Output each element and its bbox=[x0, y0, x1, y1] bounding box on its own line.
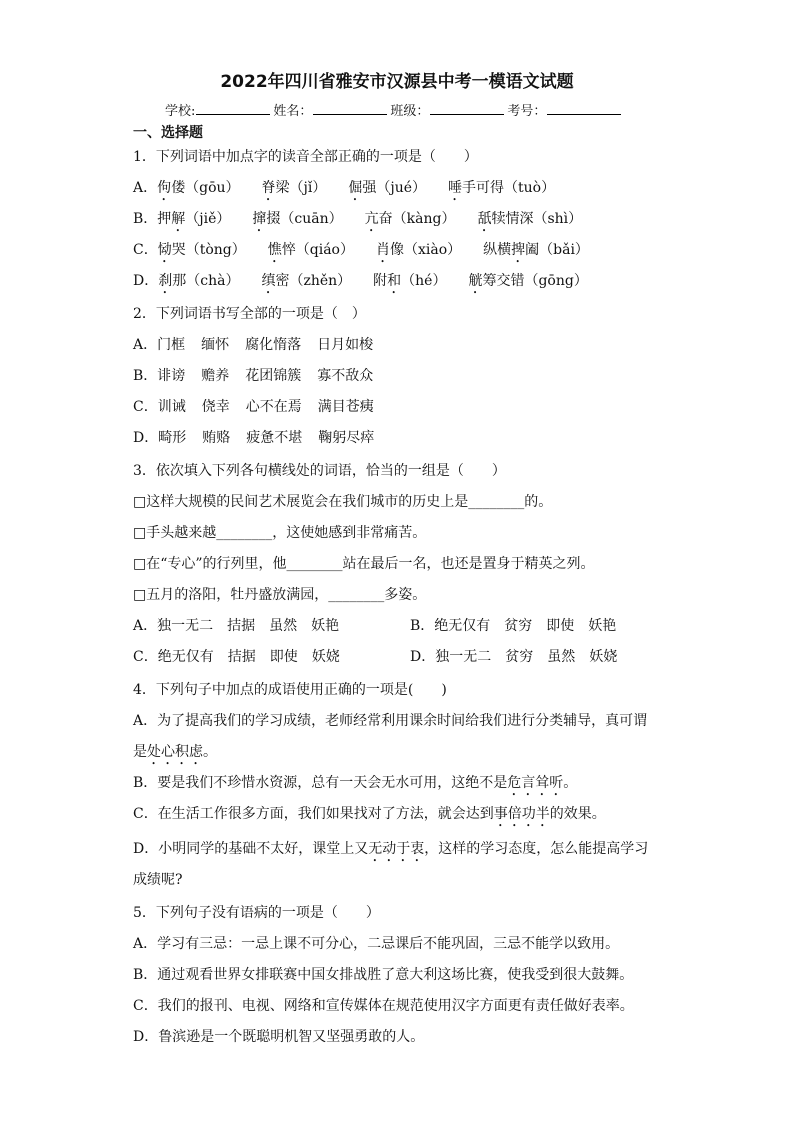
word-rest: 手可得 bbox=[462, 180, 505, 196]
pinyin: （gōu） bbox=[185, 180, 240, 196]
q1-d-item-4 bbox=[468, 266, 587, 297]
pinyin: （kàng） bbox=[392, 211, 456, 227]
option-word: 门框 bbox=[157, 337, 186, 353]
q4-option-d-line-1 bbox=[133, 834, 673, 865]
exam-title: 2022年四川省雅安市汉源县中考一模语文试题 bbox=[220, 72, 574, 92]
option-letter: A． bbox=[133, 337, 158, 353]
q1-b-item-4 bbox=[477, 204, 582, 235]
word-rest: 强 bbox=[362, 180, 377, 196]
word-rest: 梁 bbox=[275, 180, 290, 196]
q1-option-c bbox=[133, 235, 673, 266]
dotted-char: 缜 bbox=[261, 273, 276, 289]
word-rest: 悴 bbox=[281, 242, 296, 258]
q3-options-row-1 bbox=[133, 611, 673, 642]
option-word: 鞠躬尽瘁 bbox=[318, 430, 375, 446]
pinyin: （cuān） bbox=[280, 211, 343, 227]
option-word: 即使 bbox=[269, 649, 298, 665]
option-word: 缅怀 bbox=[201, 337, 230, 353]
q2-option-b bbox=[133, 361, 673, 392]
dotted-char: 捭 bbox=[511, 242, 526, 258]
q3-option-b bbox=[410, 611, 687, 642]
q4-option-b bbox=[133, 768, 673, 799]
dotted-char: 肖 bbox=[375, 242, 390, 258]
option-letter: D． bbox=[410, 649, 436, 665]
q1-c-item-4 bbox=[483, 235, 589, 266]
q5-option-a: A．学习有三忌：一忌上课不可分心，二忌课后不能巩固，三忌不能学以致用。 bbox=[133, 936, 620, 952]
dotted-idiom: 危言耸听 bbox=[507, 775, 564, 791]
option-word: 日月如梭 bbox=[317, 337, 374, 353]
pinyin: （zhěn） bbox=[289, 273, 352, 289]
option-word: 满目苍痍 bbox=[317, 399, 374, 415]
word-rest: 筹交错 bbox=[482, 273, 525, 289]
q1-a-item-3 bbox=[348, 173, 426, 204]
name-label: 姓名： bbox=[273, 104, 313, 119]
q1-c-item-3 bbox=[376, 235, 461, 266]
dotted-char: 佝 bbox=[157, 180, 172, 196]
q3-options-row-2 bbox=[133, 642, 673, 673]
question-3-stem: 3．依次填入下列各句横线处的词语，恰当的一组是（ ） bbox=[133, 463, 506, 479]
dotted-char: 解 bbox=[171, 211, 186, 227]
q1-c-item-1 bbox=[158, 235, 246, 266]
dotted-idiom: 无动于衷 bbox=[368, 841, 425, 857]
word-rest: 犊情深 bbox=[491, 211, 534, 227]
option-word: 腐化惰落 bbox=[245, 337, 302, 353]
q1-b-item-2 bbox=[252, 204, 342, 235]
q1-option-d bbox=[133, 266, 673, 297]
pinyin: （tòng） bbox=[185, 242, 246, 258]
q4-option-d-line-2: 成绩呢? bbox=[133, 872, 183, 888]
section-heading: 一、选择题 bbox=[133, 125, 203, 141]
q3-sentence-1: □这样大规模的民间艺术展览会在我们城市的历史上是________的。 bbox=[133, 494, 553, 510]
question-2 bbox=[133, 299, 673, 454]
dotted-char: 舐 bbox=[477, 211, 492, 227]
pinyin: （qiáo） bbox=[295, 242, 354, 258]
option-word: 独一无二 bbox=[435, 649, 492, 665]
word-rest: 阖 bbox=[525, 242, 540, 258]
q1-d-item-1 bbox=[158, 266, 239, 297]
word-rest: 奋 bbox=[378, 211, 393, 227]
option-word: 妖娆 bbox=[589, 649, 618, 665]
option-text: 。 bbox=[563, 775, 578, 791]
option-word: 花团锦簇 bbox=[245, 368, 302, 384]
option-word: 心不在焉 bbox=[245, 399, 302, 415]
pinyin: （hé） bbox=[401, 273, 447, 289]
option-word: 妖艳 bbox=[588, 618, 617, 634]
dotted-char: 和 bbox=[387, 273, 402, 289]
q3-sentence-4: □五月的洛阳，牡丹盛放满园，________多姿。 bbox=[133, 587, 427, 603]
option-word: 妖艳 bbox=[311, 618, 340, 634]
question-3 bbox=[133, 456, 673, 673]
name-blank bbox=[313, 101, 387, 115]
option-letter: C． bbox=[133, 242, 158, 258]
option-word: 贫穷 bbox=[504, 618, 533, 634]
pinyin: （xiào） bbox=[403, 242, 462, 258]
dotted-idiom: 处心积虑 bbox=[147, 744, 203, 760]
option-word: 贫穷 bbox=[505, 649, 534, 665]
question-1 bbox=[133, 142, 673, 297]
word-rest: 偻 bbox=[171, 180, 186, 196]
school-blank bbox=[196, 101, 270, 115]
option-word: 拮据 bbox=[227, 649, 256, 665]
q3-option-c bbox=[133, 642, 410, 673]
q4-option-a-line-1 bbox=[133, 706, 673, 737]
option-letter: B． bbox=[133, 368, 158, 384]
dotted-char: 刹 bbox=[158, 273, 173, 289]
q5-option-c: C．我们的报刊、电视、网络和宣传媒体在规范使用汉字方面更有责任做好表率。 bbox=[133, 998, 634, 1014]
q1-d-item-3 bbox=[373, 266, 446, 297]
student-info-line bbox=[165, 101, 624, 123]
option-letter: C． bbox=[133, 649, 158, 665]
option-text: ，这样的学习态度，怎么能提高学习 bbox=[424, 841, 649, 857]
option-word: 赡养 bbox=[201, 368, 230, 384]
dotted-char: 觥 bbox=[468, 273, 483, 289]
option-word: 绝无仅有 bbox=[157, 649, 214, 665]
q3-option-a bbox=[133, 611, 410, 642]
option-word: 妖娆 bbox=[311, 649, 340, 665]
pinyin: （bǎi） bbox=[539, 242, 589, 258]
option-word: 独一无二 bbox=[157, 618, 214, 634]
q4-option-c bbox=[133, 799, 673, 830]
pinyin: （jué） bbox=[376, 180, 427, 196]
q3-option-d bbox=[410, 642, 687, 673]
q1-option-b bbox=[133, 204, 673, 235]
pinyin: （gōng） bbox=[524, 273, 588, 289]
pinyin: （jiě） bbox=[185, 211, 231, 227]
q5-option-d: D．鲁滨逊是一个既聪明机智又坚强勇敢的人。 bbox=[133, 1029, 425, 1045]
option-letter: D． bbox=[133, 841, 159, 857]
question-2-stem: 2．下列词语书写全部的一项是（ ） bbox=[133, 306, 366, 322]
q1-a-item-4 bbox=[448, 173, 555, 204]
option-letter: A． bbox=[133, 180, 158, 196]
questions bbox=[133, 142, 673, 1053]
q5-option-b: B．通过观看世界女排联赛中国女排战胜了意大利这场比赛，使我受到很大鼓舞。 bbox=[133, 967, 634, 983]
exam-number-blank bbox=[547, 101, 621, 115]
dotted-char: 憔 bbox=[267, 242, 282, 258]
word-rest: 掇 bbox=[266, 211, 281, 227]
option-word: 训诫 bbox=[157, 399, 186, 415]
word-head: 纵横 bbox=[483, 242, 512, 258]
option-word: 贿赂 bbox=[202, 430, 231, 446]
option-word: 虽然 bbox=[547, 649, 576, 665]
pinyin: （shì） bbox=[533, 211, 583, 227]
option-word: 拮据 bbox=[227, 618, 256, 634]
question-5 bbox=[133, 898, 673, 1053]
option-letter: C． bbox=[133, 806, 158, 822]
question-5-stem: 5．下列句子没有语病的一项是（ ） bbox=[133, 905, 380, 921]
option-letter: B． bbox=[133, 775, 158, 791]
q3-sentence-2: □手头越来越________，这使她感到非常痛苦。 bbox=[133, 525, 427, 541]
option-text: 。 bbox=[203, 744, 217, 760]
word-head: 押 bbox=[157, 211, 172, 227]
word-rest: 哭 bbox=[171, 242, 186, 258]
dotted-char: 脊 bbox=[261, 180, 276, 196]
pinyin: （jǐ） bbox=[289, 180, 327, 196]
word-rest: 密 bbox=[275, 273, 290, 289]
q2-option-c bbox=[133, 392, 673, 423]
dotted-char: 亢 bbox=[364, 211, 379, 227]
option-text: 小明同学的基础不太好，课堂上又 bbox=[158, 841, 369, 857]
word-rest: 那 bbox=[172, 273, 187, 289]
option-word: 寡不敌众 bbox=[317, 368, 374, 384]
option-text: 为了提高我们的学习成绩，老师经常利用课余时间给我们进行分类辅导，真可谓 bbox=[157, 713, 648, 729]
option-letter: D． bbox=[133, 430, 159, 446]
option-text: 是 bbox=[133, 744, 147, 760]
q1-b-item-1 bbox=[157, 204, 230, 235]
option-word: 虽然 bbox=[269, 618, 298, 634]
pinyin: （chà） bbox=[186, 273, 240, 289]
word-rest: 像 bbox=[389, 242, 404, 258]
option-text: 要是我们不珍惜水资源，总有一天会无水可用，这绝不是 bbox=[157, 775, 508, 791]
school-label: 学校: bbox=[165, 104, 196, 119]
option-letter: B． bbox=[133, 211, 158, 227]
option-word: 即使 bbox=[546, 618, 575, 634]
word-head: 附 bbox=[373, 273, 388, 289]
option-word: 畸形 bbox=[158, 430, 187, 446]
pinyin: （tuò） bbox=[504, 180, 556, 196]
q3-sentence-3: □在“专心”的行列里，他________站在最后一名，也还是置身于精英之列。 bbox=[133, 556, 595, 572]
question-4 bbox=[133, 675, 673, 896]
option-word: 绝无仅有 bbox=[434, 618, 491, 634]
option-text: 的效果。 bbox=[549, 806, 606, 822]
dotted-char: 恸 bbox=[157, 242, 172, 258]
exam-number-label: 考号： bbox=[507, 104, 547, 119]
option-letter: B． bbox=[410, 618, 435, 634]
q4-option-a-line-2 bbox=[133, 737, 673, 768]
class-blank bbox=[430, 101, 504, 115]
class-label: 班级： bbox=[390, 104, 430, 119]
dotted-char: 倔 bbox=[348, 180, 363, 196]
option-letter: A． bbox=[133, 713, 158, 729]
q1-b-item-3 bbox=[365, 204, 456, 235]
dotted-idiom: 事倍功半 bbox=[493, 806, 550, 822]
q1-d-item-2 bbox=[261, 266, 351, 297]
q1-a-item-1 bbox=[157, 173, 239, 204]
option-text: 在生活工作很多方面，我们如果找对了方法，就会达到 bbox=[157, 806, 494, 822]
option-letter: A． bbox=[133, 618, 158, 634]
option-word: 疲惫不堪 bbox=[246, 430, 303, 446]
option-word: 侥幸 bbox=[201, 399, 230, 415]
q2-option-a bbox=[133, 330, 673, 361]
question-1-stem: 1．下列词语中加点字的读音全部正确的一项是（ ） bbox=[133, 149, 478, 165]
option-letter: C． bbox=[133, 399, 158, 415]
option-word: 诽谤 bbox=[157, 368, 186, 384]
q1-c-item-2 bbox=[268, 235, 354, 266]
q1-option-a bbox=[133, 173, 673, 204]
dotted-char: 撺 bbox=[252, 211, 267, 227]
option-letter: D． bbox=[133, 273, 159, 289]
question-4-stem: 4．下列句子中加点的成语使用正确的一项是( ) bbox=[133, 682, 447, 698]
q1-a-item-2 bbox=[262, 173, 327, 204]
q2-option-d bbox=[133, 423, 673, 454]
dotted-char: 唾 bbox=[448, 180, 463, 196]
